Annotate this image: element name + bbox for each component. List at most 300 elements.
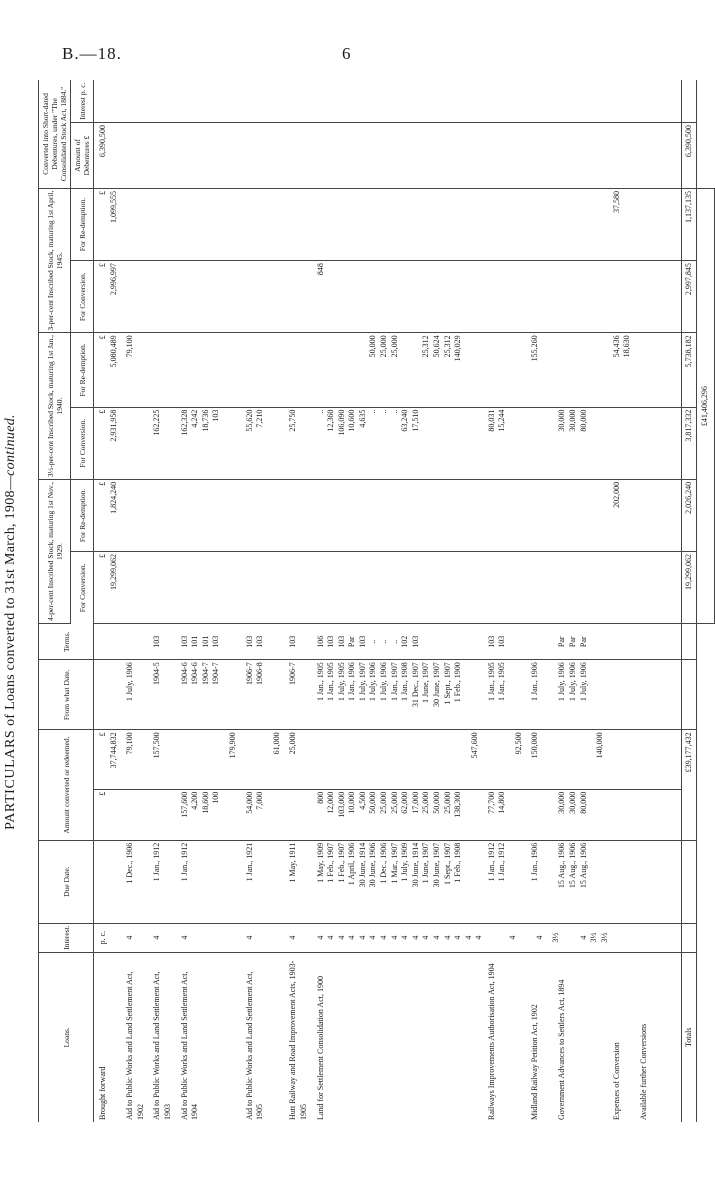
row-block-cint bbox=[98, 82, 119, 120]
row-block-cdeb bbox=[595, 125, 606, 186]
row-block-interest bbox=[660, 926, 671, 950]
group-header-3pc: 3-per-cent Inscribed Stock, maturing 1st April, 1945. bbox=[39, 188, 71, 332]
row-block-c3red bbox=[514, 191, 525, 258]
row-block-c4conv bbox=[288, 554, 309, 621]
row-block-c3red bbox=[595, 191, 606, 258]
row-block-c3red bbox=[272, 191, 283, 258]
row-block-c3red bbox=[245, 191, 266, 258]
page-number: 6 bbox=[342, 44, 351, 63]
row-block-c35red bbox=[639, 335, 650, 404]
totals-4pc-redemption: 2,026,240 bbox=[681, 479, 697, 551]
row-block-c35red bbox=[180, 335, 222, 404]
group-header-4pc: 4-per-cent Inscribed Stock, maturing 1st Nov., 1929. bbox=[39, 479, 71, 623]
row-block-c35red: 79,100 bbox=[125, 335, 135, 358]
row-block-amount2: 150,000 bbox=[530, 732, 540, 759]
row-block-c4red bbox=[152, 482, 173, 549]
row-block-interest: 4 bbox=[534, 935, 544, 940]
row-block-c4red: 202,000 bbox=[611, 481, 621, 508]
row-block-c4conv bbox=[639, 554, 650, 621]
row-block-interest bbox=[633, 926, 654, 950]
row-block-c35red bbox=[470, 335, 481, 404]
row-block-due bbox=[595, 843, 606, 921]
row-block-c4red bbox=[639, 482, 650, 549]
row-block-amount2: 61,000 bbox=[271, 732, 281, 755]
row-block-c35conv bbox=[125, 410, 146, 477]
report-reference: B.—18. bbox=[62, 44, 122, 63]
row-block-cint bbox=[245, 82, 266, 120]
row-block-c4red bbox=[316, 482, 464, 549]
col-header-due-date: Due Date. bbox=[39, 840, 94, 923]
row-block-c35conv bbox=[639, 410, 650, 477]
totals-row bbox=[681, 80, 697, 1122]
row-block-c3red bbox=[288, 191, 309, 258]
row-block-cint bbox=[595, 82, 606, 120]
row-block-interest bbox=[616, 926, 627, 950]
row-block-due: 1 May, 1909 1 Feb., 1907 1 Feb., 1907 1 April, 1906 30 June, 1914 30 June, 1906 1 Dec., 1906 1 Mar., 1907 1 July, 1909 30 June, 1914 1 June, 1907 30 June, 1907 1 Sept., 1907 1 Feb., 1908 bbox=[315, 842, 463, 888]
row-block-from: 1 Jan., 1906 bbox=[530, 662, 540, 701]
row-block-due bbox=[98, 843, 119, 921]
row-block-amount1 bbox=[125, 792, 146, 838]
row-block-c3red bbox=[470, 191, 481, 258]
row-block-amount2 bbox=[557, 732, 589, 786]
title-main: PARTICULARS bbox=[3, 729, 18, 830]
row-block-loans: Brought forward bbox=[98, 1066, 107, 1120]
row-block-due: 1 Jan., 1921 bbox=[244, 842, 254, 882]
row-block-from: 1 Jan., 1905 1 Jan., 1905 bbox=[486, 662, 507, 701]
row-block-cint bbox=[470, 82, 481, 120]
interest-cell bbox=[94, 923, 682, 952]
row-block-terms bbox=[228, 626, 239, 657]
row-block-from bbox=[98, 662, 119, 727]
row-block-amount1 bbox=[272, 792, 283, 838]
row-block-from bbox=[612, 662, 633, 727]
row-block-c3conv bbox=[125, 263, 146, 330]
row-block-c3red bbox=[152, 191, 173, 258]
row-block-loans: Aid to Public Works and Land Settlement Act, 1902 bbox=[125, 971, 145, 1120]
row-block-terms bbox=[98, 626, 119, 657]
row-block-c3conv: £ 2,996,997 bbox=[98, 263, 118, 296]
row-block-c35red bbox=[487, 335, 508, 404]
row-block-loans: Available further Conversions bbox=[639, 1023, 649, 1120]
row-block-amount1 bbox=[288, 792, 309, 838]
from-date-cell bbox=[94, 660, 682, 730]
row-block-cint bbox=[530, 82, 551, 120]
row-block-amount2 bbox=[180, 732, 222, 786]
row-block-due: 15 Aug., 1906 15 Aug., 1906 15 Aug., 1906 bbox=[557, 842, 588, 889]
row-block-loans: Aid to Public Works and Land Settlement Act, 1905 bbox=[244, 971, 265, 1120]
row-block-c4red bbox=[125, 482, 146, 549]
row-block-interest: 4 bbox=[125, 935, 135, 940]
page-header bbox=[0, 0, 700, 70]
row-block-c35conv: £ 2,931,958 bbox=[98, 409, 118, 442]
due-date-cell bbox=[94, 840, 682, 923]
row-block-amount1 bbox=[152, 792, 173, 838]
row-block-c4conv bbox=[487, 554, 508, 621]
row-block-from: 1 July, 1906 1 July, 1906 1 July, 1906 bbox=[557, 662, 588, 702]
row-block-from bbox=[639, 662, 650, 727]
row-block-cdeb bbox=[228, 125, 239, 186]
row-block-c4conv bbox=[557, 554, 589, 621]
row-block-c3conv bbox=[487, 263, 508, 330]
row-block-c4conv bbox=[272, 554, 283, 621]
row-block-due: 1 Jan., 1912 1 Jan., 1912 bbox=[486, 842, 507, 882]
row-block-loans: Hutt Railway and Road Improvement Acts, 1903-1905 bbox=[288, 960, 308, 1120]
row-block-amount1: 54,000 7,000 bbox=[244, 791, 265, 814]
row-block-c4red bbox=[514, 482, 525, 549]
row-block-c35red bbox=[152, 335, 173, 404]
row-block-c3red bbox=[639, 191, 650, 258]
row-block-c4red bbox=[180, 482, 222, 549]
row-block-amount1: 77,700 14,800 bbox=[486, 791, 507, 814]
grand-total-row bbox=[697, 80, 715, 1122]
col-header-amount: Amount converted or redeemed. bbox=[39, 730, 94, 840]
row-block-c4conv bbox=[125, 554, 146, 621]
row-block-amount2: 179,900 bbox=[227, 732, 237, 759]
row-block-interest: 4 bbox=[152, 935, 162, 940]
row-block-c4red: £ 1,824,240 bbox=[98, 481, 118, 514]
row-block-cint bbox=[612, 82, 633, 120]
row-block-terms bbox=[514, 626, 525, 657]
sub-header-conversion: For Conversion. bbox=[71, 407, 94, 479]
row-block-c35conv bbox=[514, 410, 525, 477]
row-block-loans: Expenses of Conversion bbox=[611, 1042, 621, 1120]
title-rest: of Loans converted to 31st March, 1908— bbox=[3, 475, 18, 730]
row-block-amount2 bbox=[639, 732, 650, 786]
totals-35pc-conversion: 3,817,332 bbox=[681, 407, 697, 479]
row-block-terms bbox=[595, 626, 606, 657]
row-block-cint bbox=[180, 82, 222, 120]
row-block-cdeb bbox=[530, 125, 551, 186]
row-block-from: 1906-7 bbox=[288, 662, 298, 685]
row-block-loans bbox=[595, 955, 606, 1120]
row-block-amount2: 157,500 bbox=[152, 732, 162, 759]
row-block-c3conv bbox=[470, 263, 481, 330]
row-block-amount2: 92,500 bbox=[513, 732, 523, 755]
row-block-c35red bbox=[595, 335, 606, 404]
row-block-from bbox=[514, 662, 525, 727]
row-block-c4red bbox=[530, 482, 551, 549]
row-block-c3conv bbox=[639, 263, 650, 330]
row-block-cdeb bbox=[180, 125, 222, 186]
row-block-c35conv: 162,328 4,242 18,736 103 bbox=[179, 409, 221, 436]
3pc-conversion-cell bbox=[94, 261, 682, 333]
row-block-c3red: 37,580 bbox=[611, 190, 621, 213]
row-block-c3conv bbox=[152, 263, 173, 330]
row-block-c3conv: 848 bbox=[315, 263, 325, 276]
row-block-c4conv bbox=[514, 554, 525, 621]
row-block-c35conv bbox=[595, 410, 606, 477]
row-block-c3red bbox=[557, 191, 589, 258]
row-block-c35conv bbox=[272, 410, 283, 477]
col-header-terms: Terms. bbox=[39, 624, 94, 660]
row-block-loans: Aid to Public Works and Land Settlement Act, 1904 bbox=[179, 971, 200, 1120]
totals-4pc-conversion: 19,299,062 bbox=[681, 552, 697, 624]
row-block-cint bbox=[272, 82, 283, 120]
row-block-terms: Par Par Par bbox=[557, 636, 588, 648]
col-header-loans: Loans. bbox=[39, 952, 94, 1122]
sub-header-redemption: For Re-demption. bbox=[71, 479, 94, 551]
row-block-from bbox=[470, 662, 481, 727]
sub-header-redemption: For Re-demption. bbox=[71, 333, 94, 407]
row-block-c4conv bbox=[316, 554, 464, 621]
row-block-c3red bbox=[125, 191, 146, 258]
row-block-due bbox=[639, 843, 650, 921]
row-block-amount2 bbox=[316, 732, 464, 786]
col-header-from-date: From what Date. bbox=[39, 660, 94, 730]
row-block-terms bbox=[530, 626, 551, 657]
row-block-c35conv bbox=[530, 410, 551, 477]
row-block-c35red bbox=[514, 335, 525, 404]
35pc-redemption-cell bbox=[94, 333, 682, 407]
4pc-conversion-cell bbox=[94, 552, 682, 624]
row-block-from: 1904-5 bbox=[152, 662, 162, 685]
row-block-interest bbox=[272, 926, 283, 950]
row-block-amount1: £ bbox=[98, 791, 107, 796]
row-block-from: 1 Jan., 1905 1 Jan., 1905 1 July, 1905 1 Jan., 1906 1 July, 1907 1 July, 1906 1 July, 1906 1 Jan., 1907 1 Jan., 1908 31 Dec., 1907 1 June, 1907 30 June, 1907 1 Sept., 1907 1 Feb., 1900 bbox=[315, 662, 463, 708]
row-block-c3red bbox=[180, 191, 222, 258]
totals-label: Totals bbox=[681, 952, 697, 1122]
row-block-cdeb bbox=[288, 125, 309, 186]
row-block-due: 1 Jan., 1912 bbox=[152, 842, 162, 882]
row-block-interest: 4 bbox=[179, 935, 189, 940]
row-block-due: 1 Dec., 1906 bbox=[125, 842, 135, 884]
row-block-c3conv bbox=[612, 263, 633, 330]
row-block-c4red bbox=[272, 482, 283, 549]
row-block-cdeb bbox=[272, 125, 283, 186]
row-block-cint bbox=[316, 82, 464, 120]
table-title bbox=[3, 62, 19, 1182]
row-block-c35conv: 30,000 30,000 80,000 bbox=[557, 409, 588, 432]
row-block-from bbox=[595, 662, 606, 727]
row-block-terms bbox=[612, 626, 633, 657]
terms-cell bbox=[94, 624, 682, 660]
row-block-terms bbox=[470, 626, 481, 657]
row-block-terms: 103 bbox=[152, 635, 162, 648]
row-block-amount1: 800 12,000 103,000 10,000 4,500 50,000 25,000 25,000 62,000 17,000 25,000 50,000 25,000 138,300 bbox=[315, 791, 463, 818]
row-block-cdeb bbox=[639, 125, 650, 186]
row-block-amount1 bbox=[595, 792, 606, 838]
row-block-cdeb bbox=[125, 125, 146, 186]
row-block-c3conv bbox=[288, 263, 309, 330]
row-block-c4conv bbox=[152, 554, 173, 621]
row-block-c3conv bbox=[557, 263, 589, 330]
row-block-terms bbox=[639, 626, 650, 657]
sub-header-interest-pc: Interest p. c. bbox=[71, 80, 94, 123]
row-block-terms bbox=[125, 626, 146, 657]
row-block-c4conv bbox=[612, 554, 633, 621]
row-block-amount2: 140,000 bbox=[595, 732, 605, 759]
row-block-amount1 bbox=[470, 792, 481, 838]
35pc-conversion-cell bbox=[94, 407, 682, 479]
rotated-page-content bbox=[0, 62, 710, 1182]
loans-table bbox=[38, 80, 715, 1122]
row-block-c35red: 155,260 bbox=[530, 335, 540, 362]
row-block-cint bbox=[288, 82, 309, 120]
row-block-loans: Land for Settlement Consolidation Act, 1900 bbox=[315, 976, 325, 1120]
row-block-loans: Railways Improvements Authorisation Act, 1904 bbox=[486, 963, 496, 1120]
row-block-loans: Government Advances to Settlers Act, 1894 bbox=[557, 979, 567, 1120]
row-block-cdeb bbox=[470, 125, 481, 186]
row-block-due bbox=[514, 843, 525, 921]
debenture-amount-cell bbox=[94, 123, 682, 189]
row-block-c4conv bbox=[530, 554, 551, 621]
row-block-cdeb bbox=[316, 125, 464, 186]
row-block-c3conv bbox=[180, 263, 222, 330]
amount-subtotal-cell bbox=[94, 730, 682, 789]
row-block-interest bbox=[491, 926, 502, 950]
row-block-from bbox=[272, 662, 283, 727]
row-block-c4conv bbox=[595, 554, 606, 621]
grand-total: £41,406,296 bbox=[697, 188, 715, 623]
row-block-cint bbox=[487, 82, 508, 120]
row-block-amount2: 547,600 bbox=[469, 732, 479, 759]
row-block-due bbox=[228, 843, 239, 921]
row-block-from: 1 July, 1906 bbox=[125, 662, 135, 702]
row-block-c4red bbox=[557, 482, 589, 549]
row-block-cdeb bbox=[487, 125, 508, 186]
loans-cell bbox=[94, 952, 682, 1122]
row-block-c3red bbox=[530, 191, 551, 258]
row-block-c4red bbox=[470, 482, 481, 549]
row-block-interest: 4 4 4 4 4 4 4 4 4 4 4 4 4 4 4 4 bbox=[315, 935, 484, 940]
table-body-row bbox=[94, 80, 682, 1122]
col-header-interest: Interest. bbox=[39, 923, 94, 952]
row-block-amount1 bbox=[639, 792, 650, 838]
row-block-cdeb: 6,390,500 bbox=[98, 125, 107, 158]
row-block-cint bbox=[152, 82, 173, 120]
totals-3pc-redemption: 1,137,135 bbox=[681, 188, 697, 260]
row-block-c35conv bbox=[612, 410, 633, 477]
row-block-c3conv bbox=[272, 263, 283, 330]
row-block-interest: 4 bbox=[244, 935, 254, 940]
row-block-cdeb bbox=[152, 125, 173, 186]
row-block-from bbox=[228, 662, 239, 727]
row-block-c4conv bbox=[245, 554, 266, 621]
row-block-c3conv bbox=[228, 263, 239, 330]
row-block-c3conv bbox=[595, 263, 606, 330]
row-block-c4red bbox=[595, 482, 606, 549]
row-block-interest: 4 3½ 3½ bbox=[578, 932, 609, 943]
row-block-amount1 bbox=[514, 792, 525, 838]
row-block-amount2 bbox=[487, 732, 508, 786]
row-block-c35red bbox=[288, 335, 309, 404]
row-block-c35red: 50,000 25,000 25,000 25,312 50,624 25,312 140,029 bbox=[368, 335, 463, 362]
row-block-c3conv bbox=[245, 263, 266, 330]
sub-header-conversion: For Conversion. bbox=[71, 261, 94, 333]
row-block-amount1: 30,000 30,000 80,000 bbox=[557, 791, 588, 814]
row-block-amount2 bbox=[245, 732, 266, 786]
row-block-loans bbox=[228, 955, 239, 1120]
row-block-c35conv: 162,225 bbox=[152, 409, 162, 436]
row-block-c4red bbox=[228, 482, 239, 549]
row-block-terms: 103 103 bbox=[486, 635, 507, 648]
row-block-due: 1 May, 1911 bbox=[288, 842, 298, 883]
row-block-from: 1904-6 1904-6 1904-7 1904-7 bbox=[179, 662, 221, 685]
row-block-c35conv: 55,620 7,210 bbox=[244, 409, 265, 432]
row-block-loans bbox=[272, 955, 283, 1120]
row-block-terms bbox=[272, 626, 283, 657]
row-block-cint bbox=[557, 82, 589, 120]
row-block-c3conv bbox=[514, 263, 525, 330]
row-block-c3red bbox=[316, 191, 464, 258]
debenture-interest-cell bbox=[94, 80, 682, 123]
sub-header-conversion: For Conversion. bbox=[71, 552, 94, 624]
row-block-cdeb bbox=[514, 125, 525, 186]
row-block-amount1 bbox=[530, 792, 551, 838]
row-block-c4conv: £ 19,299,062 bbox=[98, 554, 118, 590]
row-block-from: 1906-7 1906-8 bbox=[244, 662, 265, 685]
totals-amount: £39,177,432 bbox=[681, 730, 697, 840]
row-block-due: 1 Jan., 1912 bbox=[179, 842, 189, 882]
row-block-cint bbox=[639, 82, 650, 120]
row-block-due: 1 Jan., 1906 bbox=[530, 842, 540, 882]
row-block-c35conv: .. 12,360 106,090 10,600 4,635 .. .. .. 63,240 17,510 bbox=[315, 409, 420, 436]
row-block-c4conv bbox=[180, 554, 222, 621]
row-block-c35red: £ 5,080,489 bbox=[98, 335, 118, 368]
row-block-c35red bbox=[272, 335, 283, 404]
row-block-loans: Midland Railway Petition Act, 1902 bbox=[530, 1004, 540, 1120]
totals-35pc-redemption: 5,738,182 bbox=[681, 333, 697, 407]
row-block-amount2: £ 37,744,832 bbox=[98, 732, 118, 769]
title-continued: continued. bbox=[3, 414, 18, 476]
row-block-terms: 103 103 bbox=[244, 635, 265, 648]
row-block-amount1 bbox=[228, 792, 239, 838]
row-block-c35conv: 25,750 bbox=[288, 409, 298, 432]
row-block-due bbox=[272, 843, 283, 921]
row-block-due bbox=[470, 843, 481, 921]
row-block-terms: 103 101 101 103 bbox=[179, 635, 221, 648]
row-block-amount2 bbox=[612, 732, 633, 786]
totals-debentures: 6,390,500 bbox=[681, 123, 697, 189]
row-block-loans bbox=[514, 955, 525, 1120]
row-block-c4conv bbox=[470, 554, 481, 621]
row-block-c35red: 54,436 18,630 bbox=[611, 335, 632, 358]
row-block-amount2: 79,100 bbox=[125, 732, 135, 755]
row-block-interest bbox=[228, 926, 239, 950]
row-block-cdeb bbox=[245, 125, 266, 186]
row-block-amount1 bbox=[612, 792, 633, 838]
row-block-interest: 3½ bbox=[551, 932, 561, 943]
4pc-redemption-cell bbox=[94, 479, 682, 551]
row-block-c3conv bbox=[530, 263, 551, 330]
row-block-interest: p. c. bbox=[98, 930, 107, 945]
row-block-c3red bbox=[228, 191, 239, 258]
row-block-c4red bbox=[245, 482, 266, 549]
row-block-amount2: 25,000 bbox=[288, 732, 298, 755]
row-block-c35red bbox=[228, 335, 239, 404]
row-block-cint bbox=[228, 82, 239, 120]
row-block-interest: 4 bbox=[288, 935, 298, 940]
amount-detail-cell bbox=[94, 789, 682, 840]
row-block-c35red bbox=[557, 335, 589, 404]
row-block-loans: Aid to Public Works and Land Settlement Act, 1903 bbox=[152, 971, 172, 1120]
group-header-debentures: Converted into Short-dated Debentures, under "The Consolidated Stock Act, 1884." bbox=[39, 80, 71, 188]
row-block-c3red: £ 1,099,555 bbox=[98, 190, 118, 223]
sub-header-redemption: For Re-demption. bbox=[71, 188, 94, 260]
row-block-cint bbox=[125, 82, 146, 120]
row-block-cdeb bbox=[612, 125, 633, 186]
totals-3pc-conversion: 2,997,845 bbox=[681, 261, 697, 333]
row-block-loans bbox=[470, 955, 481, 1120]
row-block-due bbox=[612, 843, 633, 921]
row-block-interest: 4 bbox=[507, 935, 517, 940]
row-block-c4red bbox=[288, 482, 309, 549]
row-block-c3red bbox=[487, 191, 508, 258]
row-block-c35conv bbox=[470, 410, 481, 477]
row-block-terms: 103 bbox=[288, 635, 298, 648]
row-block-c35conv: 80,031 15,244 bbox=[486, 409, 507, 432]
sub-header-debenture-amount: Amount of Debentures £ bbox=[71, 123, 94, 189]
